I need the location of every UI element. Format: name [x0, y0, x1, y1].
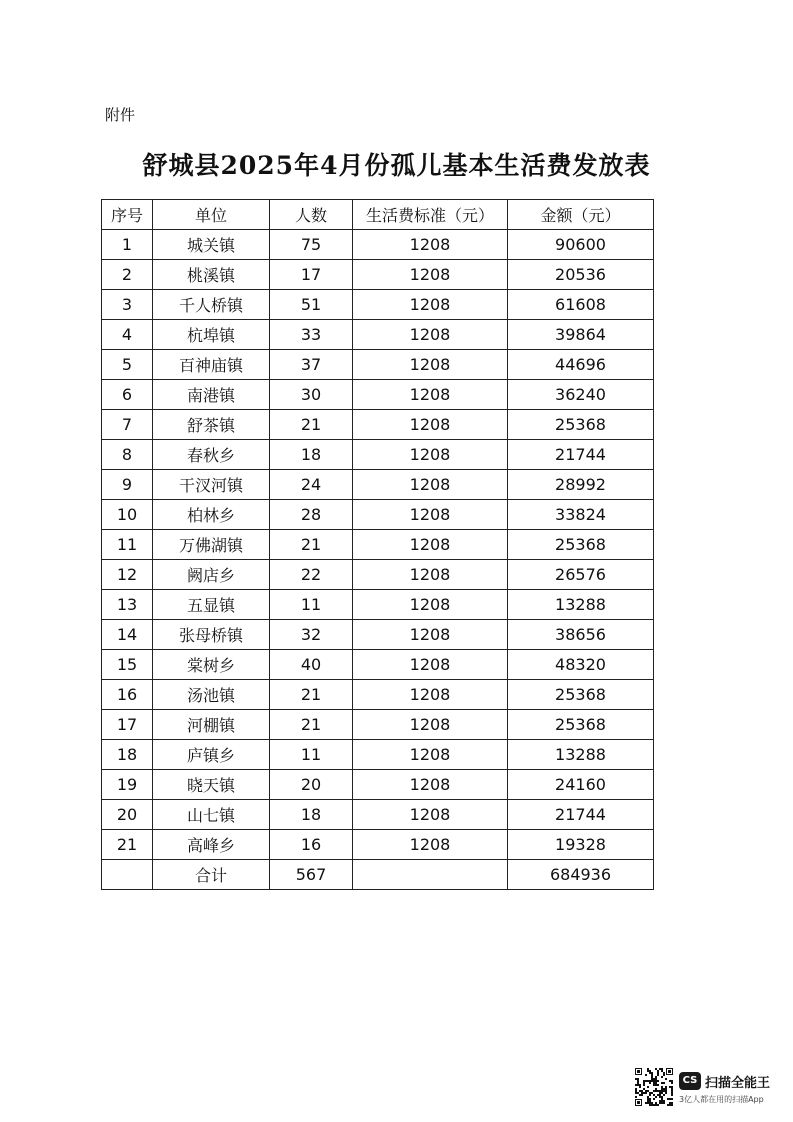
cell-unit: 阙店乡 — [153, 560, 270, 590]
cell-amount: 25368 — [508, 410, 654, 440]
cell-unit: 南港镇 — [153, 380, 270, 410]
cell-unit: 舒茶镇 — [153, 410, 270, 440]
cell-index: 21 — [102, 830, 153, 860]
table-row — [102, 830, 654, 860]
cell-count: 40 — [270, 650, 353, 680]
cell-unit: 干汊河镇 — [153, 470, 270, 500]
table-row — [102, 320, 654, 350]
cell-amount: 24160 — [508, 770, 654, 800]
table-row — [102, 680, 654, 710]
header-cell-amount: 金额（元） — [508, 200, 654, 230]
header-cell-index: 序号 — [102, 200, 153, 230]
cell-count: 21 — [270, 530, 353, 560]
cell-amount: 25368 — [508, 710, 654, 740]
table-row — [102, 470, 654, 500]
cell-index: 14 — [102, 620, 153, 650]
table-row — [102, 290, 654, 320]
cell-unit: 百神庙镇 — [153, 350, 270, 380]
table-row — [102, 410, 654, 440]
cell-index: 4 — [102, 320, 153, 350]
header-cell-unit: 单位 — [153, 200, 270, 230]
scanner-app-name: 扫描全能王 — [705, 1076, 771, 1091]
cell-unit: 杭埠镇 — [153, 320, 270, 350]
cell-index: 19 — [102, 770, 153, 800]
cell-standard: 1208 — [353, 500, 508, 530]
table-row — [102, 230, 654, 260]
cell-index: 11 — [102, 530, 153, 560]
cell-standard: 1208 — [353, 380, 508, 410]
table-row — [102, 770, 654, 800]
cell-index: 10 — [102, 500, 153, 530]
cell-unit: 张母桥镇 — [153, 620, 270, 650]
header-cell-count: 人数 — [270, 200, 353, 230]
table-row — [102, 530, 654, 560]
cell-unit: 晓天镇 — [153, 770, 270, 800]
table-row — [102, 500, 654, 530]
document-title: 舒城县2025年4月份孤儿基本生活费发放表 — [142, 151, 651, 180]
qr-code-icon — [635, 1068, 673, 1106]
cell-standard: 1208 — [353, 530, 508, 560]
cell-index: 9 — [102, 470, 153, 500]
cell-count: 18 — [270, 440, 353, 470]
cell-index: 12 — [102, 560, 153, 590]
table-row — [102, 740, 654, 770]
cell-count: 24 — [270, 470, 353, 500]
cell-amount: 33824 — [508, 500, 654, 530]
cell-count: 11 — [270, 740, 353, 770]
total-cell-count: 567 — [270, 860, 353, 890]
cell-count: 33 — [270, 320, 353, 350]
cell-index: 3 — [102, 290, 153, 320]
cell-amount: 21744 — [508, 440, 654, 470]
cell-count: 20 — [270, 770, 353, 800]
cell-standard: 1208 — [353, 440, 508, 470]
attachment-label: 附件 — [105, 106, 136, 124]
cell-amount: 61608 — [508, 290, 654, 320]
cell-unit: 春秋乡 — [153, 440, 270, 470]
cell-standard: 1208 — [353, 830, 508, 860]
cell-index: 15 — [102, 650, 153, 680]
table-row — [102, 380, 654, 410]
cell-unit: 棠树乡 — [153, 650, 270, 680]
cell-index: 8 — [102, 440, 153, 470]
cell-index: 5 — [102, 350, 153, 380]
cell-count: 16 — [270, 830, 353, 860]
cell-amount: 38656 — [508, 620, 654, 650]
cell-count: 75 — [270, 230, 353, 260]
cell-amount: 19328 — [508, 830, 654, 860]
cell-index: 2 — [102, 260, 153, 290]
cell-unit: 万佛湖镇 — [153, 530, 270, 560]
cell-standard: 1208 — [353, 320, 508, 350]
header-cell-standard: 生活费标准（元） — [353, 200, 508, 230]
cell-index: 18 — [102, 740, 153, 770]
table-row — [102, 560, 654, 590]
table-header-row — [102, 200, 654, 230]
cell-unit: 山七镇 — [153, 800, 270, 830]
cell-standard: 1208 — [353, 590, 508, 620]
table-row — [102, 620, 654, 650]
cell-amount: 13288 — [508, 740, 654, 770]
cell-count: 11 — [270, 590, 353, 620]
table-total-row — [102, 860, 654, 890]
cell-count: 18 — [270, 800, 353, 830]
cell-amount: 25368 — [508, 680, 654, 710]
cell-count: 22 — [270, 560, 353, 590]
cell-unit: 柏林乡 — [153, 500, 270, 530]
cell-index: 6 — [102, 380, 153, 410]
cell-standard: 1208 — [353, 740, 508, 770]
cell-unit: 河棚镇 — [153, 710, 270, 740]
table-row — [102, 350, 654, 380]
cell-count: 32 — [270, 620, 353, 650]
cell-standard: 1208 — [353, 680, 508, 710]
table-row — [102, 650, 654, 680]
total-cell-index — [102, 860, 153, 890]
cell-standard: 1208 — [353, 800, 508, 830]
cs-logo-icon: CS — [679, 1072, 701, 1090]
scanner-watermark — [635, 1068, 785, 1108]
cell-unit: 汤池镇 — [153, 680, 270, 710]
cell-count: 37 — [270, 350, 353, 380]
table-row — [102, 260, 654, 290]
cell-amount: 39864 — [508, 320, 654, 350]
cell-standard: 1208 — [353, 710, 508, 740]
cell-count: 28 — [270, 500, 353, 530]
allowance-table — [101, 199, 654, 890]
cell-amount: 36240 — [508, 380, 654, 410]
cell-unit: 桃溪镇 — [153, 260, 270, 290]
cell-index: 13 — [102, 590, 153, 620]
total-cell-standard — [353, 860, 508, 890]
cell-standard: 1208 — [353, 260, 508, 290]
cell-unit: 庐镇乡 — [153, 740, 270, 770]
cell-index: 1 — [102, 230, 153, 260]
cell-amount: 28992 — [508, 470, 654, 500]
table-row — [102, 800, 654, 830]
cell-index: 7 — [102, 410, 153, 440]
cell-index: 17 — [102, 710, 153, 740]
cell-unit: 城关镇 — [153, 230, 270, 260]
cell-amount: 48320 — [508, 650, 654, 680]
cell-count: 17 — [270, 260, 353, 290]
cell-standard: 1208 — [353, 770, 508, 800]
table-row — [102, 440, 654, 470]
cell-unit: 千人桥镇 — [153, 290, 270, 320]
cell-count: 21 — [270, 410, 353, 440]
cell-standard: 1208 — [353, 470, 508, 500]
total-cell-unit: 合计 — [153, 860, 270, 890]
cell-count: 51 — [270, 290, 353, 320]
table-row — [102, 590, 654, 620]
cell-amount: 20536 — [508, 260, 654, 290]
cell-amount: 13288 — [508, 590, 654, 620]
cell-count: 30 — [270, 380, 353, 410]
cell-amount: 21744 — [508, 800, 654, 830]
cell-standard: 1208 — [353, 230, 508, 260]
total-cell-amount: 684936 — [508, 860, 654, 890]
cell-index: 20 — [102, 800, 153, 830]
cell-unit: 高峰乡 — [153, 830, 270, 860]
cell-standard: 1208 — [353, 410, 508, 440]
cell-amount: 44696 — [508, 350, 654, 380]
cell-standard: 1208 — [353, 560, 508, 590]
cell-index: 16 — [102, 680, 153, 710]
cell-standard: 1208 — [353, 650, 508, 680]
cell-count: 21 — [270, 680, 353, 710]
cell-standard: 1208 — [353, 620, 508, 650]
cell-amount: 90600 — [508, 230, 654, 260]
cell-standard: 1208 — [353, 350, 508, 380]
cell-unit: 五显镇 — [153, 590, 270, 620]
cell-amount: 26576 — [508, 560, 654, 590]
table-row — [102, 710, 654, 740]
cell-amount: 25368 — [508, 530, 654, 560]
scanner-tagline: 3亿人都在用的扫描App — [679, 1095, 764, 1104]
cell-count: 21 — [270, 710, 353, 740]
cell-standard: 1208 — [353, 290, 508, 320]
